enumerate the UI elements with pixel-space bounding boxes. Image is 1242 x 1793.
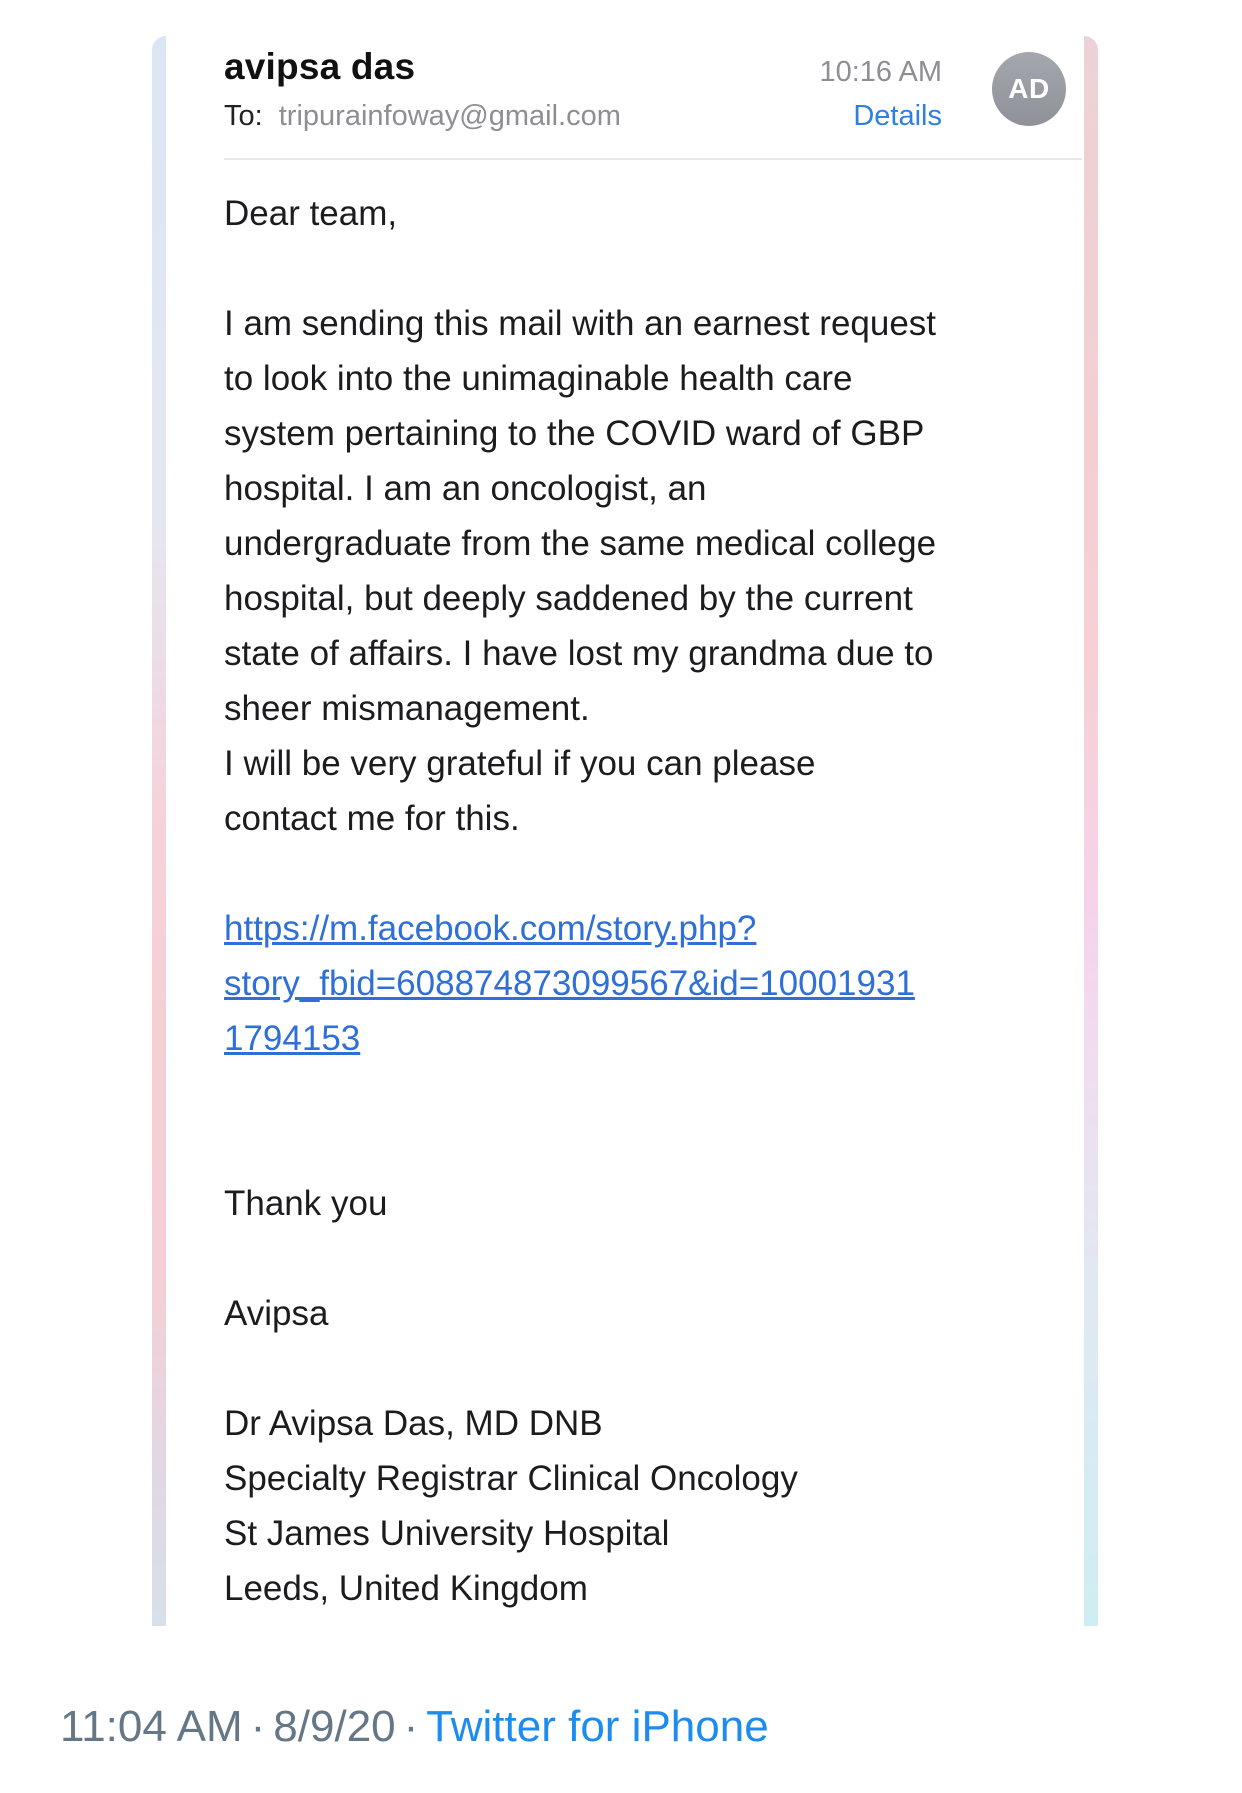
message-line: hospital, but deeply saddened by the current xyxy=(224,579,913,618)
link-line[interactable]: 1794153 xyxy=(224,1019,361,1058)
signature-line: Dr Avipsa Das, MD DNB xyxy=(224,1404,603,1443)
email-body xyxy=(224,186,1054,1616)
message-line: I will be very grateful if you can please xyxy=(224,744,816,783)
sender-avatar[interactable] xyxy=(992,52,1066,126)
facebook-story-link[interactable] xyxy=(224,901,1054,1066)
email-screenshot xyxy=(152,36,1098,1626)
meta-separator: · xyxy=(403,1702,419,1751)
greeting: Dear team, xyxy=(224,194,398,233)
to-label: To: xyxy=(224,100,263,132)
link-line[interactable]: https://m.facebook.com/story.php? xyxy=(224,909,757,948)
avatar-initials: AD xyxy=(1008,73,1050,104)
email-header xyxy=(224,36,1082,160)
first-name-signoff: Avipsa xyxy=(224,1294,329,1333)
message-line: system pertaining to the COVID ward of GBP xyxy=(224,414,925,453)
tweet-date[interactable]: 8/9/20 xyxy=(273,1702,396,1751)
tweet-time[interactable]: 11:04 AM xyxy=(60,1702,243,1751)
card-left-edge xyxy=(152,36,166,1626)
message-line: undergraduate from the same medical college xyxy=(224,524,937,563)
message-paragraph xyxy=(224,296,1054,846)
message-line: to look into the unimaginable health care xyxy=(224,359,853,398)
sent-time: 10:16 AM xyxy=(819,56,942,88)
message-line: contact me for this. xyxy=(224,799,520,838)
message-line: I am sending this mail with an earnest request xyxy=(224,304,937,343)
tweet-metadata xyxy=(60,1702,769,1752)
closing: Thank you xyxy=(224,1184,388,1223)
recipient-address: tripurainfoway@gmail.com xyxy=(278,100,621,132)
sender-name: avipsa das xyxy=(224,46,416,87)
card-right-edge xyxy=(1084,36,1098,1626)
message-line: sheer mismanagement. xyxy=(224,689,590,728)
message-line: hospital. I am an oncologist, an xyxy=(224,469,707,508)
details-link[interactable]: Details xyxy=(853,100,942,132)
tweet-source-link[interactable]: Twitter for iPhone xyxy=(426,1702,769,1751)
signature-line: Specialty Registrar Clinical Oncology xyxy=(224,1459,798,1498)
signature-line: Leeds, United Kingdom xyxy=(224,1569,588,1608)
link-line[interactable]: story_fbid=608874873099567&id=10001931 xyxy=(224,964,915,1003)
message-line: state of affairs. I have lost my grandma due to xyxy=(224,634,934,673)
signature-line: St James University Hospital xyxy=(224,1514,670,1553)
recipient-row xyxy=(224,100,621,133)
signature-block xyxy=(224,1396,1054,1616)
meta-separator: · xyxy=(250,1702,266,1751)
